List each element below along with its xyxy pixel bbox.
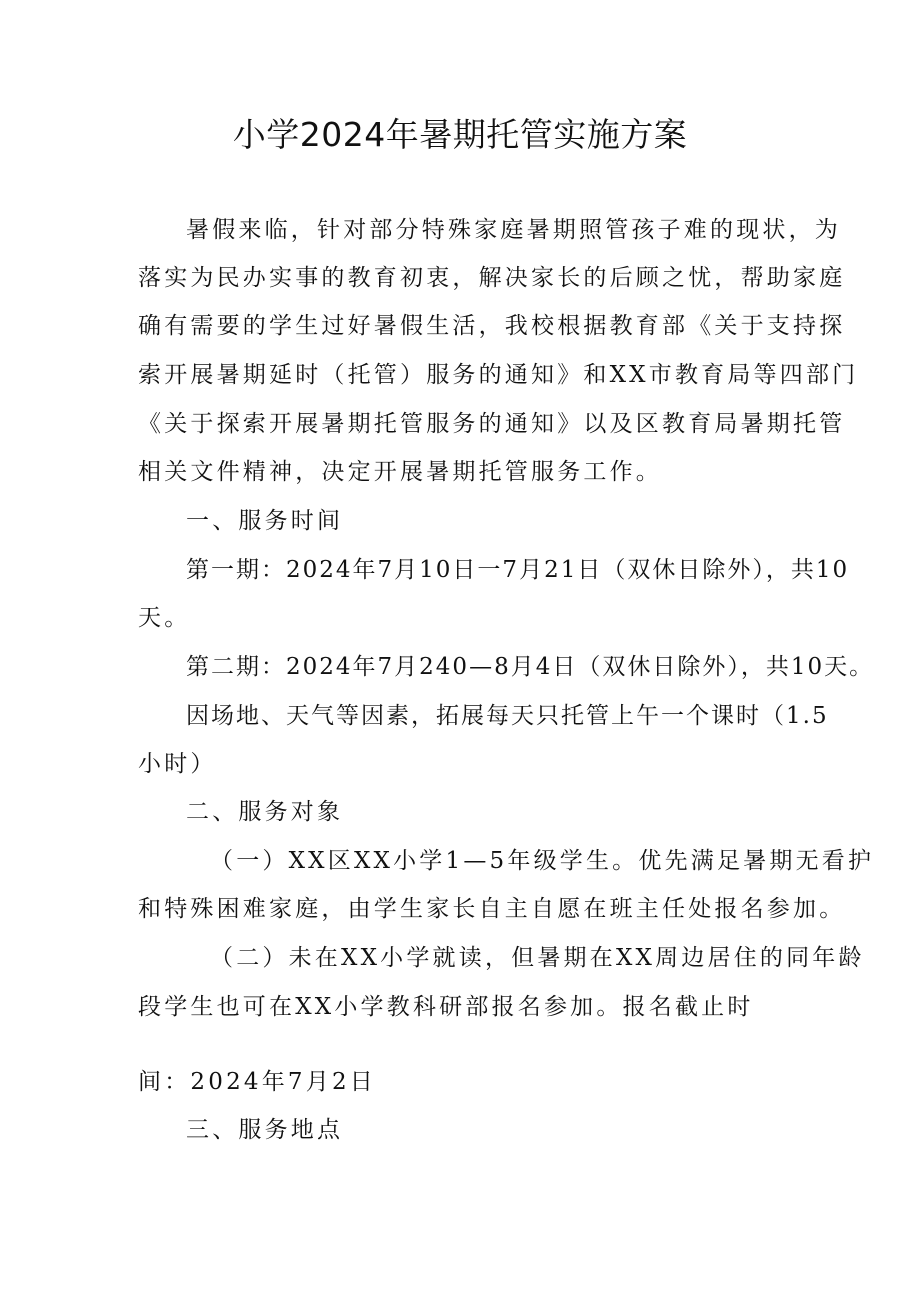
target-item-two-line-2: 段学生也可在XX小学教科研部报名参加。报名截止时 (138, 994, 754, 1020)
target-item-one-line-1: （一）XX区XX小学1—5年级学生。优先满足暑期无看护 (210, 848, 875, 874)
intro-line-6: 相关文件精神，决定开展暑期托管服务工作。 (138, 459, 662, 485)
target-item-one-line-2: 和特殊困难家庭，由学生家长自主自愿在班主任处报名参加。 (138, 896, 846, 922)
section-heading-service-time: 一、服务时间 (186, 508, 344, 534)
intro-line-1: 暑假来临，针对部分特殊家庭暑期照管孩子难的现状，为 (186, 217, 841, 243)
section-heading-service-target: 二、服务对象 (186, 799, 344, 825)
intro-line-2: 落实为民办实事的教育初衷，解决家长的后顾之忧，帮助家庭 (138, 265, 846, 291)
duration-note-line-2: 小时） (138, 751, 217, 777)
duration-note-line-1: 因场地、天气等因素，拓展每天只托管上午一个课时（1.5 (186, 703, 829, 729)
intro-line-3: 确有需要的学生过好暑假生活，我校根据教育部《关于支持探 (138, 313, 846, 339)
intro-line-5: 《关于探索开展暑期托管服务的通知》以及区教育局暑期托管 (138, 411, 846, 437)
period-one-line-1: 第一期：2024年7月10日一7月21日（双休日除外），共10 (186, 557, 850, 583)
target-item-two-line-1: （二）未在XX小学就读，但暑期在XX周边居住的同年龄 (210, 945, 865, 971)
intro-line-4: 索开展暑期延时（托管）服务的通知》和XX市教育局等四部门 (138, 362, 859, 388)
period-one-line-2: 天。 (138, 605, 191, 631)
period-two-line: 第二期：2024年7月240—8月4日（双休日除外），共10天。 (186, 654, 875, 680)
section-heading-service-location: 三、服务地点 (186, 1117, 344, 1143)
registration-deadline-line: 间：2024年7月2日 (138, 1069, 376, 1095)
document-title: 小学2024年暑期托管实施方案 (232, 115, 688, 154)
